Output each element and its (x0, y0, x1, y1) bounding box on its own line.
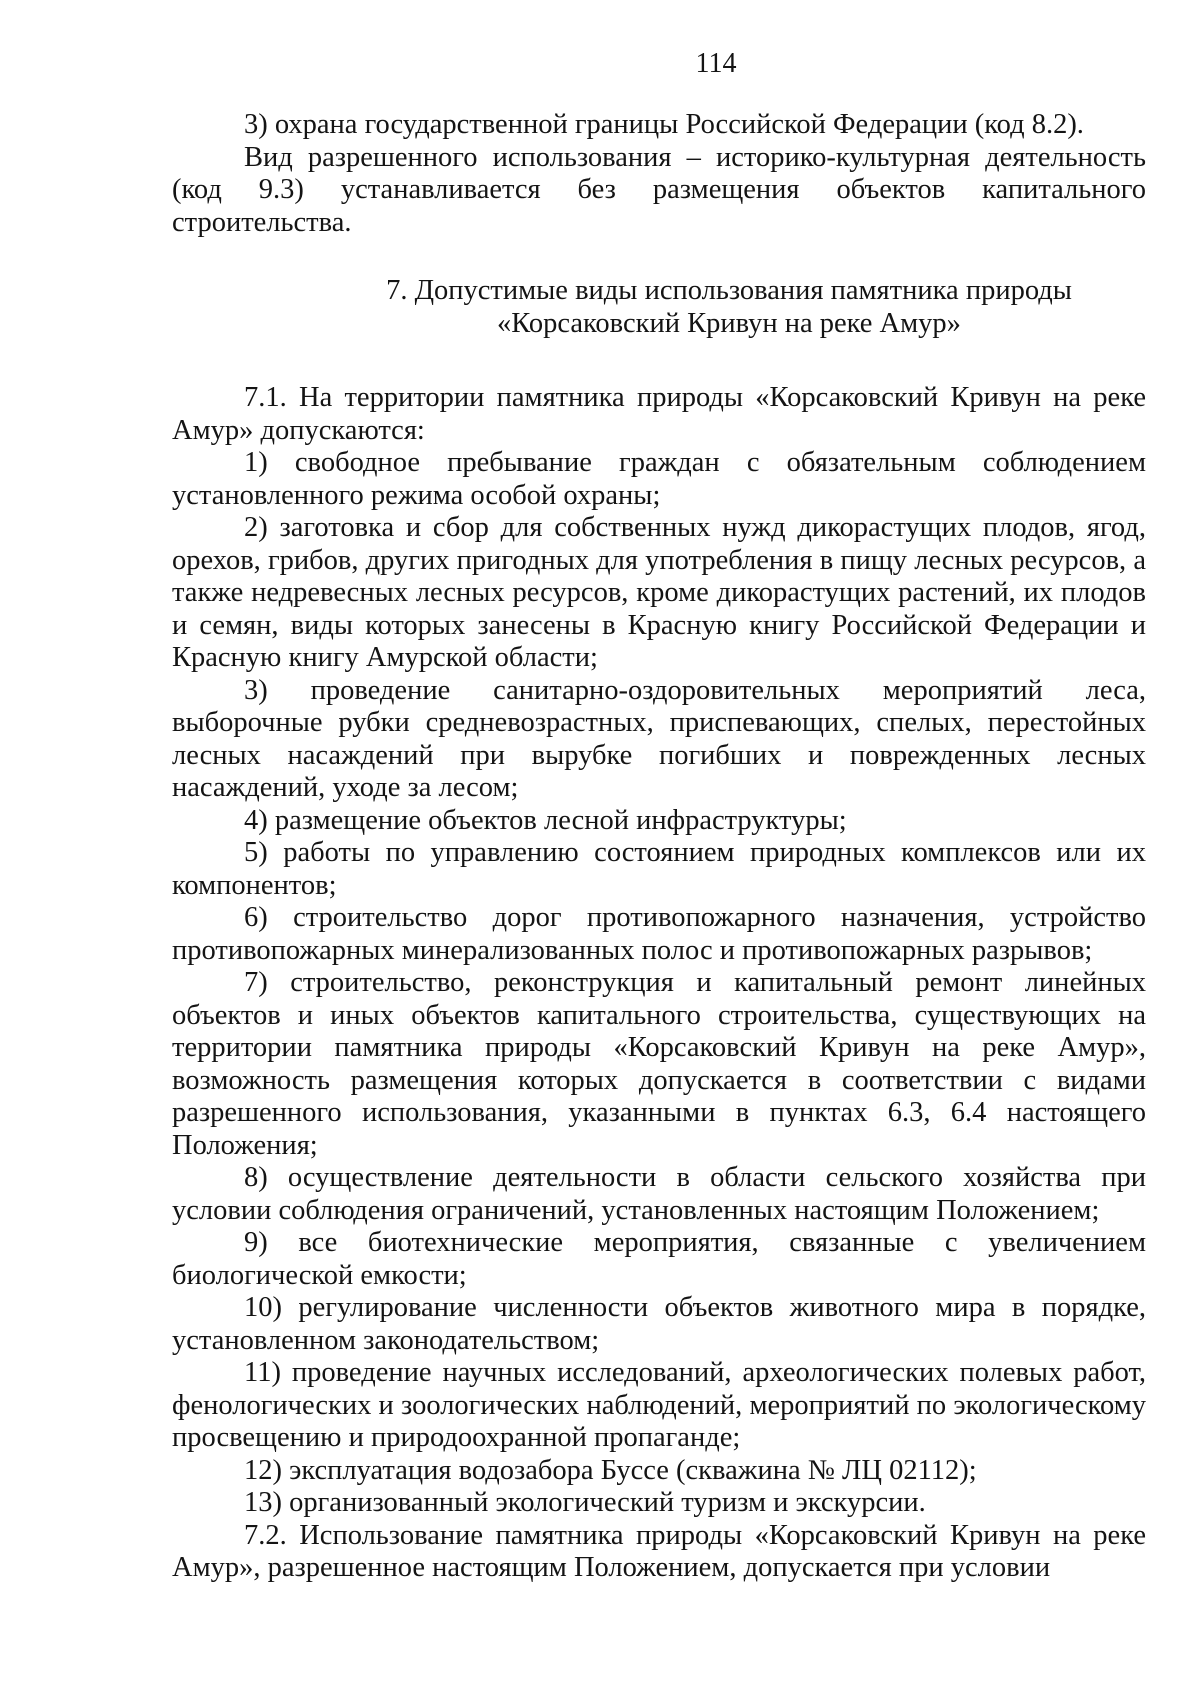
list-item-9: 9) все биотехнические мероприятия, связанные с увеличением биологической емкости; (172, 1227, 1146, 1291)
list-item-2: 2) заготовка и сбор для собственных нужд дикорастущих плодов, ягод, орехов, грибов, других пригодных для употребления в пищу лесных ресурсов, а также недревесных лесных ресурсов, кроме дикорастущих растений, их плодов и семян, виды которых занесены в Красную книгу Российской Федерации и Красную книгу Амурской области; (172, 512, 1146, 673)
clause-7-1-lead: 7.1. На территории памятника природы «Корсаковский Кривун на реке Амур» допускаются: (172, 382, 1146, 446)
page-number: 114 (695, 48, 737, 79)
list-item-5: 5) работы по управлению состоянием природных комплексов или их компонентов; (172, 837, 1146, 901)
list-item-1: 1) свободное пребывание граждан с обязательным соблюдением установленного режима особой охраны; (172, 447, 1146, 511)
intro-paragraph-1: 3) охрана государственной границы Российской Федерации (код 8.2). (244, 109, 1084, 140)
list-item-8: 8) осуществление деятельности в области сельского хозяйства при условии соблюдения ограничений, установленных настоящим Положением; (172, 1162, 1146, 1226)
document-body (172, 109, 1146, 1585)
list-item-7: 7) строительство, реконструкция и капитальный ремонт линейных объектов и иных объектов капитального строительства, существующих на территории памятника природы «Корсаковский Кривун на реке Амур», возможность размещения которых допускается в соответствии с видами разрешенного использования, указанными в пунктах 6.3, 6.4 настоящего Положения; (172, 967, 1146, 1161)
list-item-6: 6) строительство дорог противопожарного назначения, устройство противопожарных минерализованных полос и противопожарных разрывов; (172, 902, 1146, 966)
list-item-13: 13) организованный экологический туризм и экскурсии. (244, 1487, 926, 1518)
list-item-3: 3) проведение санитарно-оздоровительных мероприятий леса, выборочные рубки средневозрастных, приспевающих, спелых, перестойных лесных насаждений при вырубке погибших и поврежденных лесных насаждений, уходе за лесом; (172, 674, 1146, 803)
list-item-10: 10) регулирование численности объектов животного мира в порядке, установленном законодательством; (172, 1292, 1146, 1356)
list-item-11: 11) проведение научных исследований, археологических полевых работ, фенологических и зоологических наблюдений, мероприятий по экологическому просвещению и природоохранной пропаганде; (172, 1357, 1146, 1453)
section-heading (312, 275, 1146, 340)
intro-paragraph-2: Вид разрешенного использования – историко-культурная деятельность (код 9.3) устанавливается без размещения объектов капитального строительства. (172, 141, 1146, 238)
list-item-12: 12) эксплуатация водозабора Буссе (скважина № ЛЦ 02112); (244, 1454, 977, 1486)
clause-7-2: 7.2. Использование памятника природы «Корсаковский Кривун на реке Амур», разрешенное настоящим Положением, допускается при условии (172, 1519, 1146, 1583)
section-heading-line-1: 7. Допустимые виды использования памятника природы (386, 275, 1072, 306)
list-item-4: 4) размещение объектов лесной инфраструктуры; (244, 804, 847, 836)
section-heading-line-2: «Корсаковский Кривун на реке Амур» (497, 307, 961, 339)
